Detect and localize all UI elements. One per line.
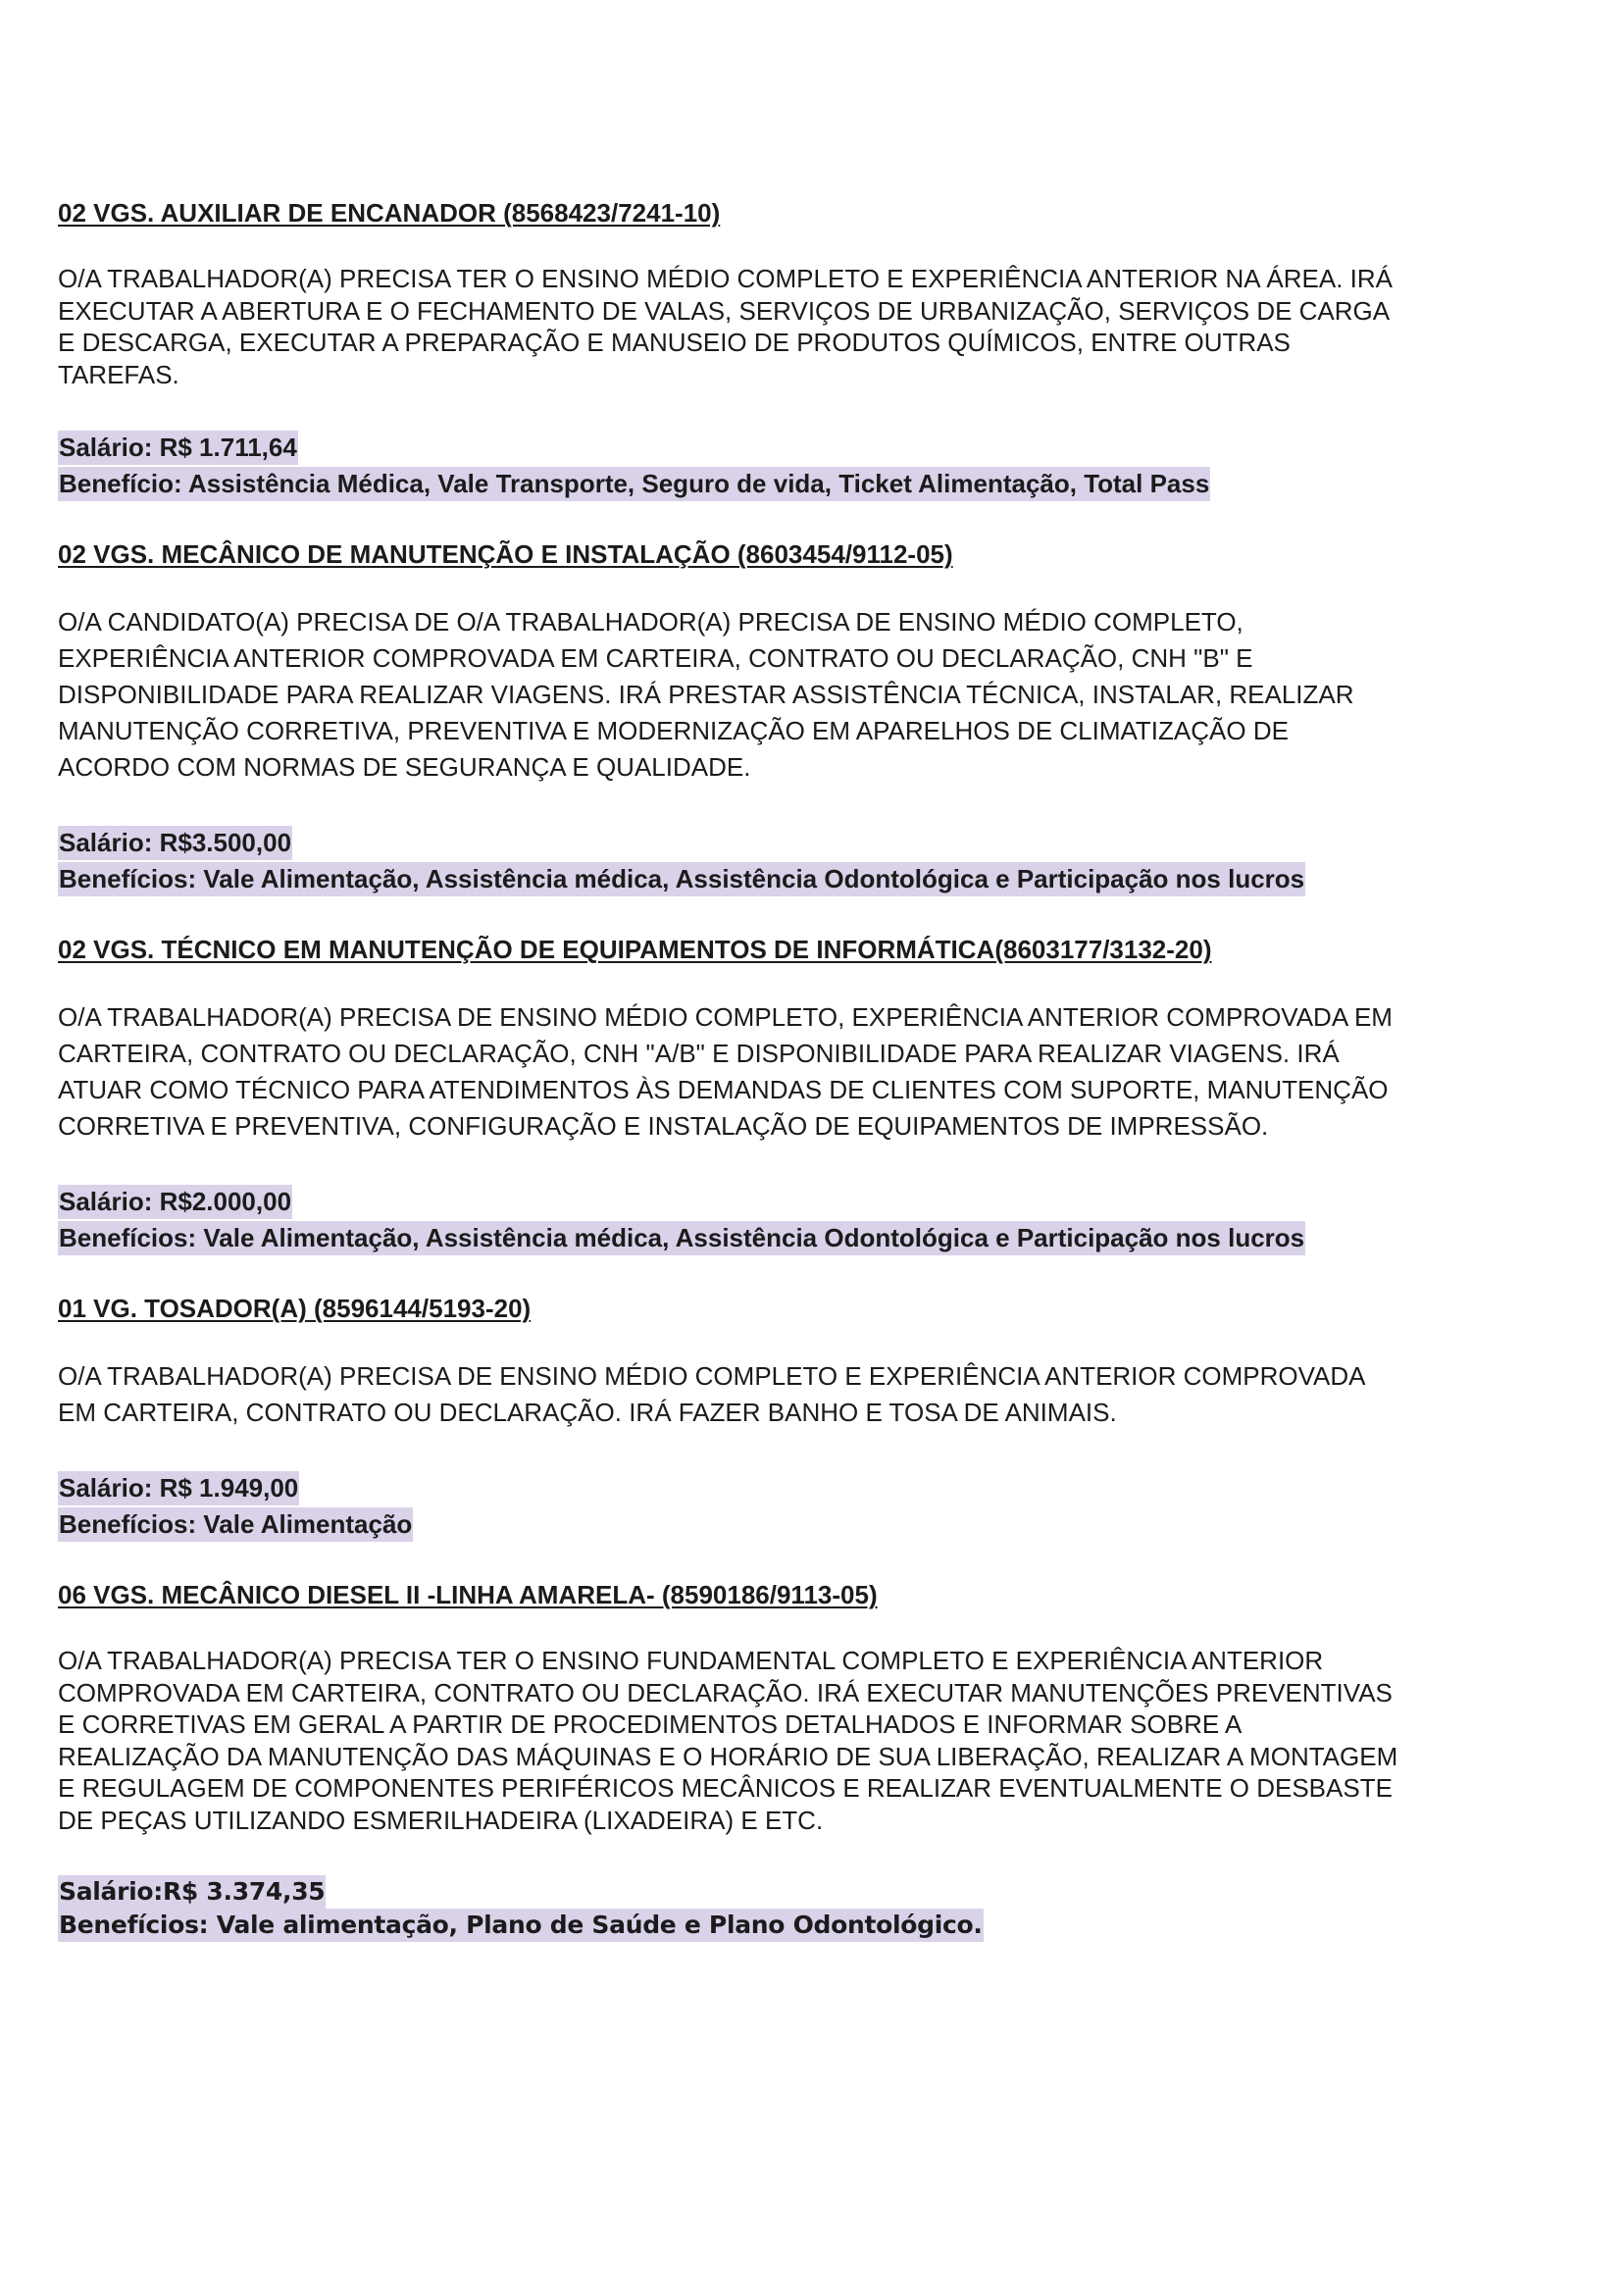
benefits-text [58,1507,413,1542]
description-line: EM CARTEIRA, CONTRATO OU DECLARAÇÃO. IRÁ FAZER BANHO E TOSA DE ANIMAIS. [58,1398,1117,1427]
benefits-text [58,1221,1305,1255]
job-compensation [58,1184,1529,1256]
benefits-label: Benefícios: [59,864,197,893]
description-line: COMPROVADA EM CARTEIRA, CONTRATO OU DECLARAÇÃO. IRÁ EXECUTAR MANUTENÇÕES PREVENTIVAS [58,1677,1393,1708]
job-title: 02 VGS. AUXILIAR DE ENCANADOR (8568423/7241-10) [58,198,721,228]
benefits-value: Vale alimentação, Plano de Saúde e Plano Odontológico. [216,1911,983,1939]
job-listing [58,196,1529,537]
job-compensation [58,1875,1529,1942]
description-line: O/A TRABALHADOR(A) PRECISA DE ENSINO MÉDIO COMPLETO E EXPERIÊNCIA ANTERIOR COMPROVADA [58,1361,1366,1391]
job-compensation [58,1470,1529,1543]
description-line: EXECUTAR A ABERTURA E O FECHAMENTO DE VALAS, SERVIÇOS DE URBANIZAÇÃO, SERVIÇOS DE CARGA [58,295,1391,326]
description-line: REALIZAÇÃO DA MANUTENÇÃO DAS MÁQUINAS E O HORÁRIO DE SUA LIBERAÇÃO, REALIZAR A MONTAGEM [58,1741,1398,1771]
description-line: O/A TRABALHADOR(A) PRECISA TER O ENSINO MÉDIO COMPLETO E EXPERIÊNCIA ANTERIOR NA ÁREA. IRÁ [58,264,1393,293]
benefits-value: Assistência Médica, Vale Transporte, Seguro de vida, Ticket Alimentação, Total Pass [187,469,1210,498]
description-line: DE PEÇAS UTILIZANDO ESMERILHADEIRA (LIXADEIRA) E ETC. [58,1805,824,1835]
description-line: CORRETIVA E PREVENTIVA, CONFIGURAÇÃO E INSTALAÇÃO DE EQUIPAMENTOS DE IMPRESSÃO. [58,1111,1269,1141]
benefits-label: Benefícios: [59,1509,197,1539]
description-line: MANUTENÇÃO CORRETIVA, PREVENTIVA E MODERNIZAÇÃO EM APARELHOS DE CLIMATIZAÇÃO DE [58,716,1289,745]
job-description [58,263,1519,390]
description-line: O/A TRABALHADOR(A) PRECISA DE ENSINO MÉDIO COMPLETO, EXPERIÊNCIA ANTERIOR COMPROVADA EM [58,1002,1393,1032]
description-line: ATUAR COMO TÉCNICO PARA ATENDIMENTOS ÀS DEMANDAS DE CLIENTES COM SUPORTE, MANUTENÇÃO [58,1075,1389,1104]
benefits-label: Benefícios: [59,1223,197,1252]
job-listing [58,1292,1529,1578]
job-listings-page [58,196,1529,1942]
description-line: E DESCARGA, EXECUTAR A PREPARAÇÃO E MANUSEIO DE PRODUTOS QUÍMICOS, ENTRE OUTRAS [58,328,1291,357]
description-line: ACORDO COM NORMAS DE SEGURANÇA E QUALIDADE. [58,752,751,782]
job-listing [58,933,1529,1292]
description-line: O/A CANDIDATO(A) PRECISA DE O/A TRABALHADOR(A) PRECISA DE ENSINO MÉDIO COMPLETO, [58,607,1243,637]
description-line: EXPERIÊNCIA ANTERIOR COMPROVADA EM CARTEIRA, CONTRATO OU DECLARAÇÃO, CNH "B" E [58,643,1253,673]
salary-text: Salário: R$3.500,00 [58,826,292,860]
salary-text: Salário:R$ 3.374,35 [58,1875,326,1909]
benefits-text [58,862,1305,896]
description-line: TAREFAS. [58,359,179,389]
salary-text: Salário: R$ 1.711,64 [58,431,298,465]
job-listing [58,1578,1529,1942]
description-line: E CORRETIVAS EM GERAL A PARTIR DE PROCEDIMENTOS DETALHADOS E INFORMAR SOBRE A [58,1709,1243,1739]
salary-text: Salário: R$ 1.949,00 [58,1471,299,1505]
benefits-text [58,1909,984,1942]
benefits-value: Vale Alimentação, Assistência médica, Assistência Odontológica e Participação nos lucros [203,864,1305,893]
job-description [58,999,1519,1145]
job-title: 06 VGS. MECÂNICO DIESEL II -LINHA AMARELA- (8590186/9113-05) [58,1580,878,1609]
benefits-text [58,467,1210,501]
description-line: O/A TRABALHADOR(A) PRECISA TER O ENSINO FUNDAMENTAL COMPLETO E EXPERIÊNCIA ANTERIOR [58,1646,1324,1675]
job-title: 02 VGS. TÉCNICO EM MANUTENÇÃO DE EQUIPAMENTOS DE INFORMÁTICA(8603177/3132-20) [58,935,1212,964]
job-listing [58,537,1529,933]
job-compensation [58,430,1529,502]
benefits-label: Benefício: [59,469,182,498]
job-description [58,1645,1519,1836]
description-line: CARTEIRA, CONTRATO OU DECLARAÇÃO, CNH "A/B" E DISPONIBILIDADE PARA REALIZAR VIAGENS. IRÁ [58,1039,1340,1068]
job-title: 02 VGS. MECÂNICO DE MANUTENÇÃO E INSTALAÇÃO (8603454/9112-05) [58,539,953,569]
benefits-value: Vale Alimentação [203,1509,413,1539]
salary-text: Salário: R$2.000,00 [58,1185,292,1219]
description-line: E REGULAGEM DE COMPONENTES PERIFÉRICOS MECÂNICOS E REALIZAR EVENTUALMENTE O DESBASTE [58,1773,1393,1803]
benefits-value: Vale Alimentação, Assistência médica, Assistência Odontológica e Participação nos lucros [203,1223,1305,1252]
job-title: 01 VG. TOSADOR(A) (8596144/5193-20) [58,1294,532,1323]
job-description [58,604,1519,786]
job-compensation [58,825,1529,897]
job-description [58,1358,1519,1431]
benefits-label: Benefícios: [59,1911,209,1939]
description-line: DISPONIBILIDADE PARA REALIZAR VIAGENS. IRÁ PRESTAR ASSISTÊNCIA TÉCNICA, INSTALAR, REALIZAR [58,680,1354,709]
